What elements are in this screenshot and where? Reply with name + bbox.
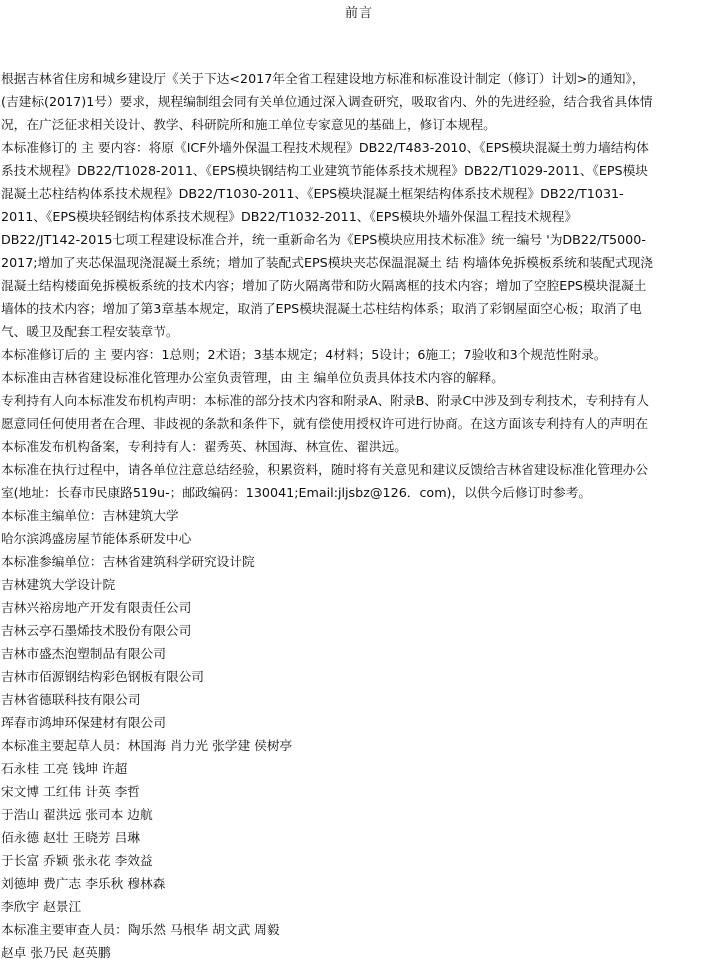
paragraph <box>1 619 717 642</box>
paragraph-line: 于长富 乔颖 张永花 李效益 <box>1 853 153 868</box>
paragraph <box>1 895 717 918</box>
paragraph-line: 哈尔滨鸿盛房屋节能体系研发中心 <box>1 531 192 546</box>
paragraph <box>1 573 717 596</box>
paragraph-line: 吉林兴裕房地产开发有限责任公司 <box>1 600 192 615</box>
paragraph <box>1 596 717 619</box>
paragraph-line: 本标准主要审查人员：陶乐然 马根华 胡文武 周毅 <box>1 922 280 937</box>
paragraph <box>1 734 717 757</box>
paragraph <box>1 389 717 458</box>
paragraph-line: 吉林市盛杰泡塑制品有限公司 <box>1 646 166 661</box>
paragraph-line: 本标准修订后的 主 要内容：1总则；2术语；3基本规定；4材料；5设计；6施工；7验收和3个规范性附录。 <box>1 347 607 362</box>
paragraph-line: 本标准由吉林省建设标准化管理办公室负责管理，由 主 编单位负责具体技术内容的解释。 <box>1 370 504 385</box>
paragraph-line: 混凝土结构楼面免拆模板系统的技术内容；增加了防火隔离带和防火隔离框的技术内容；增加了空腔EPS模块混凝土 <box>1 278 647 293</box>
paragraph-line: 李欣宇 赵景江 <box>1 899 82 914</box>
paragraph-line: 本标准在执行过程中，请各单位注意总结经验，积累资料，随时将有关意见和建议反馈给吉林省建设标准化管理办公 <box>1 462 649 477</box>
paragraph <box>1 527 717 550</box>
paragraph <box>1 688 717 711</box>
paragraph-line: 本标准发布机构备案，专利持有人：翟秀英、林国海、林宣佐、翟洪远。 <box>1 439 407 454</box>
paragraph-line: 刘德坤 费广志 李乐秋 穆林森 <box>1 876 166 891</box>
paragraph-line: 况，在广泛征求相关设计、教学、科研院所和施工单位专家意见的基础上，修订本规程。 <box>1 117 496 132</box>
paragraph-line: 吉林省德联科技有限公司 <box>1 692 141 707</box>
paragraph <box>1 366 717 389</box>
paragraph <box>1 849 717 872</box>
paragraph <box>1 803 717 826</box>
paragraph-line: 宋文博 工红伟 计英 李哲 <box>1 784 140 799</box>
paragraph-line: 愿意同任何使用者在合理、非歧视的条款和条件下，就有偿使用授权许可进行协商。在这方面该专利持有人的声明在 <box>1 416 649 431</box>
paragraph <box>1 780 717 803</box>
paragraph <box>1 550 717 573</box>
paragraph <box>1 711 717 734</box>
paragraph-line: (吉建标(2017)1号）要求，规程编制组会同有关单位通过深入调查研究，吸取省内、外的先进经验，结合我省具体情 <box>1 94 653 109</box>
document-body <box>1 67 717 964</box>
paragraph-line: 混凝土芯柱结构体系技术规程》DB22/T1030-2011、《EPS模块混凝土框架结构体系技术规程》DB22/T1031- <box>1 186 624 201</box>
paragraph <box>1 504 717 527</box>
paragraph-line: 吉林建筑大学设计院 <box>1 577 116 592</box>
paragraph-line: 本标准主编单位：吉林建筑大学 <box>1 508 179 523</box>
paragraph <box>1 665 717 688</box>
paragraph-line: DB22/JT142-2015七项工程建设标准合并，统一重新命名为《EPS模块应用技术标准》统一编号 '为DB22/T5000- <box>1 232 646 247</box>
paragraph-line: 2017;增加了夹芯保温现浇混凝土系统；增加了装配式EPS模块夹芯保温混凝土 结 构墙体免拆模板系统和装配式现浇 <box>1 255 653 270</box>
paragraph-line: 吉林市佰源钢结构彩色钢板有限公司 <box>1 669 204 684</box>
paragraph-line: 专利持有人向本标准发布机构声明：本标准的部分技术内容和附录A、附录B、附录C中涉及到专利技术，专利持有人 <box>1 393 649 408</box>
paragraph-line: 气、暖卫及配套工程安装章节。 <box>1 324 179 339</box>
paragraph <box>1 826 717 849</box>
paragraph <box>1 136 717 343</box>
paragraph-line: 吉林云亭石墨烯技术股份有限公司 <box>1 623 192 638</box>
paragraph-line: 系技术规程》DB22/T1028-2011、《EPS模块钢结构工业建筑节能体系技术规程》DB22/T1029-2011、《EPS模块 <box>1 163 648 178</box>
paragraph-line: 墙体的技术内容；增加了第3章基本规定，取消了EPS模块混凝土芯柱结构体系；取消了彩钢屋面空心板；取消了电 <box>1 301 642 316</box>
paragraph <box>1 67 717 136</box>
paragraph-line: 珲春市鸿坤环保建材有限公司 <box>1 715 166 730</box>
paragraph-line: 2011、《EPS模块轻钢结构体系技术规程》DB22/T1032-2011、《EPS模块外墙外保温工程技术规程》 <box>1 209 578 224</box>
paragraph-line: 室(地址：长春市民康路519u-；邮政编码：130041;Email:jljsbz@126．com)，以供今后修订时参考。 <box>1 485 592 500</box>
paragraph-line: 本标准参编单位：吉林省建筑科学研究设计院 <box>1 554 255 569</box>
paragraph-line: 根据吉林省住房和城乡建设厅《关于下达<2017年全省工程建设地方标准和标准设计制定（修订）计划>的通知》， <box>1 71 645 86</box>
document-title: 前言 <box>344 6 373 21</box>
paragraph-line: 于浩山 翟洪远 张司本 边航 <box>1 807 153 822</box>
paragraph <box>1 918 717 941</box>
paragraph <box>1 642 717 665</box>
paragraph-line: 佰永德 赵壮 王晓芳 吕琳 <box>1 830 140 845</box>
paragraph <box>1 941 717 964</box>
paragraph <box>1 757 717 780</box>
paragraph-line: 赵卓 张乃民 赵英鹏 <box>1 945 111 960</box>
paragraph <box>1 458 717 504</box>
paragraph <box>1 343 717 366</box>
paragraph-line: 本标准主要起草人员：林国海 肖力光 张学建 侯树亭 <box>1 738 293 753</box>
paragraph-line: 本标准修订的 主 要内容：将原《ICF外墙外保温工程技术规程》DB22/T483-2010、《EPS模块混凝土剪力墙结构体 <box>1 140 649 155</box>
paragraph-line: 石永桂 工亮 钱坤 许超 <box>1 761 128 776</box>
paragraph <box>1 872 717 895</box>
